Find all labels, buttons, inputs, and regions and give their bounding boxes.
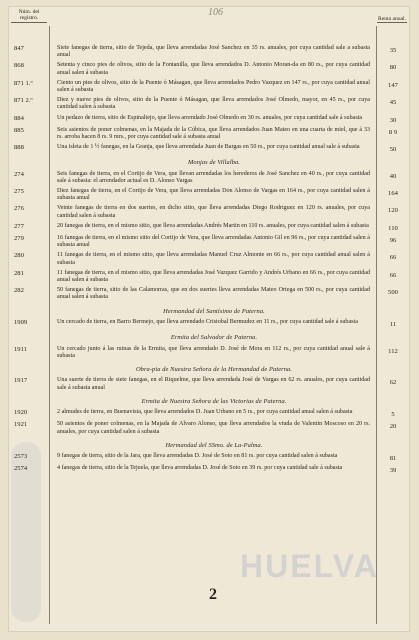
entry-number: 1909 [14,318,28,326]
entry-number: 279 [14,234,24,242]
registry-entry [12,205,408,220]
entry-number: 280 [14,252,24,260]
entry-rent: 50 [389,146,397,154]
entry-description: Un cercado de tierra, en Barro Bermejo, que lleva arrendado Cristobal Bermudez en 11 rs., por cuya cantidad sale á subasta [57,318,358,325]
entry-rent: 39 [389,467,397,475]
entry-rent: 62 [389,379,397,387]
registry-entry [12,421,408,436]
entry-rent: 40 [389,172,397,180]
registry-entry [12,453,408,462]
entry-rent: 147 [388,81,398,89]
entry-number: 868 [14,62,24,70]
registry-entry [12,409,408,418]
entry-rent: 120 [388,207,398,215]
entry-rent: 66 [389,271,397,279]
registry-entry [12,287,408,302]
registry-entry [12,188,408,203]
entry-description: Diez fanegas de tierra, en el Cortijo de Vera, que lleva arrendadas Don Alonso de Vargas en 164 rs., por cuya cantidad salen á subasta anual [57,188,370,202]
registry-entry [12,223,408,232]
entry-number: 282 [14,287,24,295]
entry-rent: 11 [389,320,397,328]
entry-description: 50 asientos de poner colmenas, en la Majada de Alvaro Alonso, que lleva arrendados la viuda de Valentin Moscoso en 20 rs. anuales, por cuya cantidad salen á subasta [57,421,370,435]
entry-rent: 96 [389,236,397,244]
entry-number: 274 [14,170,24,178]
entry-rent: 500 [388,289,398,297]
entry-number: 847 [14,45,24,52]
registry-entry [12,465,408,474]
entry-description: Ciento un pies de olivos, sitio de la Puente ó Másagan, que lleva arrendados Pedro Vazquez en 147 rs., por cuya cantidad anual salen á subasta [57,79,370,94]
entry-number: 281 [14,269,24,277]
section-heading: Monjas de Villalba. [187,159,240,167]
entry-description: Una isleta de 1 ½ fanegas, en la Granja, que lleva arrendada Juan de Bargas en 50 rs., por cuya cantidad anual sale á subasta [57,144,360,151]
entry-number: 885 [14,126,24,134]
archive-stamp: HUELVA [240,548,379,584]
document-page [8,6,410,632]
registry-entry [12,45,408,60]
entry-number: 275 [14,188,24,196]
registry-entry [12,62,408,77]
entry-description: Seis asientos de poner colmenas, en la Majada de la Cúbica, que lleva arrendados Juan Mateo en una cuarta de miel, que á 33 rs. arroba hacen 8 rs. 9 mrs., por cuya cantidad sale á subasta anual [57,126,370,140]
registry-entry [12,346,408,361]
entry-number: 884 [14,114,24,122]
entry-description: 9 fanegas de tierra, sitio de la Jara, que lleva arrendadas D. José de Soto en 81 rs. por cuya cantidad salen á subasta [57,453,338,460]
entry-number: 276 [14,205,24,213]
entry-description: 2 almudes de tierra, en Buenavista, que lleva arrendados D. Juan Urbano en 5 rs., por cuya cantidad anual salen á subasta [57,409,353,416]
section-heading: Obra-pia de Nuestra Señora de la Hermandad de Paterna. [135,366,293,374]
entry-rent: 5 [391,411,395,419]
entry-rent: 81 [389,455,397,463]
entry-number: 871 1.º [14,79,33,87]
header-annual-rent: Renta anual. [378,16,406,22]
section-heading: Ermita del Salvador de Paterna. [170,334,258,342]
entry-number: 2573 [14,453,28,461]
registry-entry [12,97,408,112]
registry-entry [12,115,408,124]
entry-description: 4 fanegas de tierra, sitio de la Tejuela, que lleva arrendadas D. José de Soto en 39 rs. por cuya cantidad sale á subasta [57,465,343,472]
registry-entry [12,377,408,392]
page-number: 2 [209,586,217,603]
listing-content [12,45,408,478]
registry-entry [12,319,408,328]
entry-description: 20 fanegas de tierra, en el mismo sitio, que lleva arrendadas Andrés Martin en 110 rs. anuales, por cuya cantidad salen á subasta [57,222,369,229]
entry-description: 11 fanegas de tierra, en el mismo sitio, que lleva arrendadas Manuel Cruz Almonte en 66 rs., por cuya cantidad anual salen á subasta [57,252,370,266]
entry-rent: 8 9 [388,128,398,136]
section-heading: Hermandad del Santísimo de Paterna. [163,307,265,315]
entry-description: Diez y nueve pies de olivos, sitio de la Puente ó Másagan, que lleva arrendados José Olmedo, mayor, en 45 rs., por cuya cantidad salen á subasta [57,97,370,111]
registry-entry [12,252,408,267]
entry-number: 1920 [14,409,28,417]
entry-description: Un cercado junto á las ruinas de la Ermita, que lleva arrendado D. José de Mora en 112 rs., por cuya cantidad anual sale á subasta [57,345,370,359]
registry-entry [12,171,408,186]
pencil-page-note: 106 [208,7,223,18]
entry-number: 888 [14,144,24,152]
entry-number: 1921 [14,421,28,429]
entry-rent: 45 [389,99,397,107]
entry-description: Un pedazo de tierra, sitio de Espinaltejo, que lleva arrendado José Olmedo en 30 rs. anuales, por cuya cantidad sale á subasta [57,114,363,121]
entry-number: 277 [14,222,24,230]
entry-description: 16 fanegas de tierra, en el mismo sitio del Cortijo de Vera, que lleva arrendadas Antonio Gil en 96 rs., por cuya cantidad salen á subasta anual [57,234,370,249]
registry-entry [12,270,408,285]
entry-number: 1917 [14,377,28,385]
entry-rent: 110 [388,224,398,232]
entry-rent: 164 [388,190,398,198]
registry-entry [12,127,408,142]
entry-description: Una suerte de tierra de siete fanegas, en el Riquelme, que lleva arrendada José de Vargas en 62 rs. anuales, por cuya cantidad sale á subasta anual [57,377,370,391]
entry-rent: 112 [388,347,398,355]
entry-number: 2574 [14,465,28,473]
entry-description: 11 fanegas de tierra, en el mismo sitio, que lleva arrendadas José Vazquez Garrido y Andrés Urbano en 66 rs., por cuya cantidad anual salen á subasta [57,269,370,283]
entry-rent: 66 [389,254,397,262]
entry-number: 871 2.º [14,97,33,105]
entry-description: Veinte fanegas de tierra en dos suertes, en dicho sitio, que lleva arrendadas Diego Rodriguez en 120 rs. anuales, por cuya cantidad salen á subasta [57,205,370,219]
entry-description: Setenta y cinco pies de olivos, sitio de la Fontanilla, que lleva arrendados D. Antonio Moran-da en 80 rs., por cuya cantidad anual salen á subasta [57,62,370,76]
entry-rent: 20 [389,423,397,431]
section-heading: Ermita de Nuestra Señora de las Victorias de Paterna. [141,398,287,406]
registry-entry [12,144,408,153]
section-heading: Hermandad del SSmo. de La-Palma. [165,442,263,450]
registry-entry [12,235,408,250]
entry-description: Siete fanegas de tierra, sitio de Tejeda, que lleva arrendadas José Sanchez en 35 rs. anuales, por cuya cantidad sale a subasta anual [57,45,370,59]
entry-description: Seis fanegas de tierra, en el Cortijo de Vera, que llevan arrendadas los herederos de José Sanchez en 40 rs., por cuya cantidad sale á subasta: el arrendador actual es D. Alonso Vargas [57,170,370,184]
entry-rent: 80 [389,64,397,72]
entry-rent: 30 [389,116,397,124]
entry-description: 50 fanegas de tierra, sitio de las Calamorras, que en dos suertes lleva arrendadas Mateo Ortega en 500 rs., por cuya cantidad anual salen á subasta [57,287,370,301]
entry-rent: 35 [389,47,397,54]
entry-number: 1911 [14,345,27,353]
header-registry-number: Núm. del registro. [11,9,47,23]
registry-entry [12,80,408,95]
